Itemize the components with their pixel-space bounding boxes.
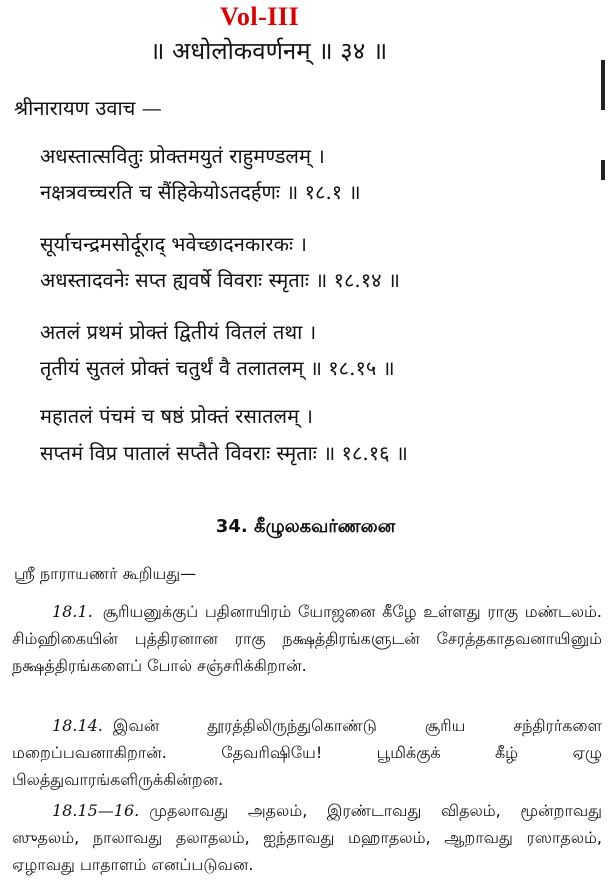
paragraph-text: முதலாவது அதலம், இரண்டாவது விதலம், மூன்றாவது ஸுதலம், நாலாவது தலாதலம், ஐந்தாவது மஹாதலம், ஆறாவது ரஸாதலம், ஏழாவது பாதாளம் எனப்படுவன.	[12, 801, 602, 874]
tamil-paragraph	[12, 797, 602, 878]
sanskrit-verse-line: महातलं पंचमं च षष्ठं प्रोक्तं रसातलम् ।	[40, 404, 313, 428]
chapter-title: ॥ अधोलोकवर्णनम् ॥ ३४ ॥	[150, 37, 388, 65]
tamil-paragraph	[12, 598, 602, 679]
sanskrit-verse-line: अतलं प्रथमं प्रोक्तं द्वितीयं वितलं तथा ।	[40, 320, 317, 344]
tamil-speaker: ஸ்ரீ நாராயணர் கூறியது—	[14, 564, 197, 583]
verse-reference: 18.15—16.	[52, 801, 140, 820]
paragraph-text: இவன் தூரத்திலிருந்துகொண்டு சூரிய சந்திரர்களை மறைப்பவனாகிறான். தேவரிஷியே! பூமிக்குக் கீழ் ஏழு பிலத்துவாரங்களிருக்கின்றன.	[12, 716, 602, 789]
tamil-chapter-heading: 34. கீழுலகவர்ணனை	[215, 516, 396, 537]
sanskrit-verse-line: सप्तमं विप्र पातालं सप्तैते विवराः स्मृताः ॥ १८.१६ ॥	[40, 441, 408, 465]
volume-label: Vol-III	[220, 2, 300, 31]
sanskrit-verse-line: अधस्तादवनेः सप्त ह्यवर्षे विवराः स्मृताः ॥ १८.१४ ॥	[40, 268, 400, 292]
scan-edge-mark	[601, 160, 605, 180]
verse-reference: 18.14.	[52, 716, 103, 735]
tamil-paragraph	[12, 712, 602, 793]
sanskrit-verse-line: नक्षत्रवच्चरति च सैंहिकेयोऽतदर्हणः ॥ १८.१ ॥	[40, 180, 361, 204]
sanskrit-verse-line: अधस्तात्सवितुः प्रोक्तमयुतं राहुमण्डलम् ।	[40, 144, 325, 168]
sanskrit-speaker: श्रीनारायण उवाच —	[14, 96, 162, 120]
sanskrit-verse-line: तृतीयं सुतलं प्रोक्तं चतुर्थं वै तलातलम् ॥ १८.१५ ॥	[40, 356, 395, 380]
paragraph-text: சூரியனுக்குப் பதினாயிரம் யோஜனை கீழே உள்ளது ராகு மண்டலம். சிம்ஹிகையின் புத்திரனான ராகு நக்ஷத்திரங்களுடன் சேரத்தகாதவனாயினும் நக்ஷத்திரங்களைப் போல் சஞ்சரிக்கிறான்.	[12, 602, 602, 675]
verse-reference: 18.1.	[52, 602, 93, 621]
scan-edge-mark	[601, 60, 605, 110]
sanskrit-verse-line: सूर्याचन्द्रमसोर्दूराद् भवेच्छादनकारकः ।	[40, 232, 307, 256]
